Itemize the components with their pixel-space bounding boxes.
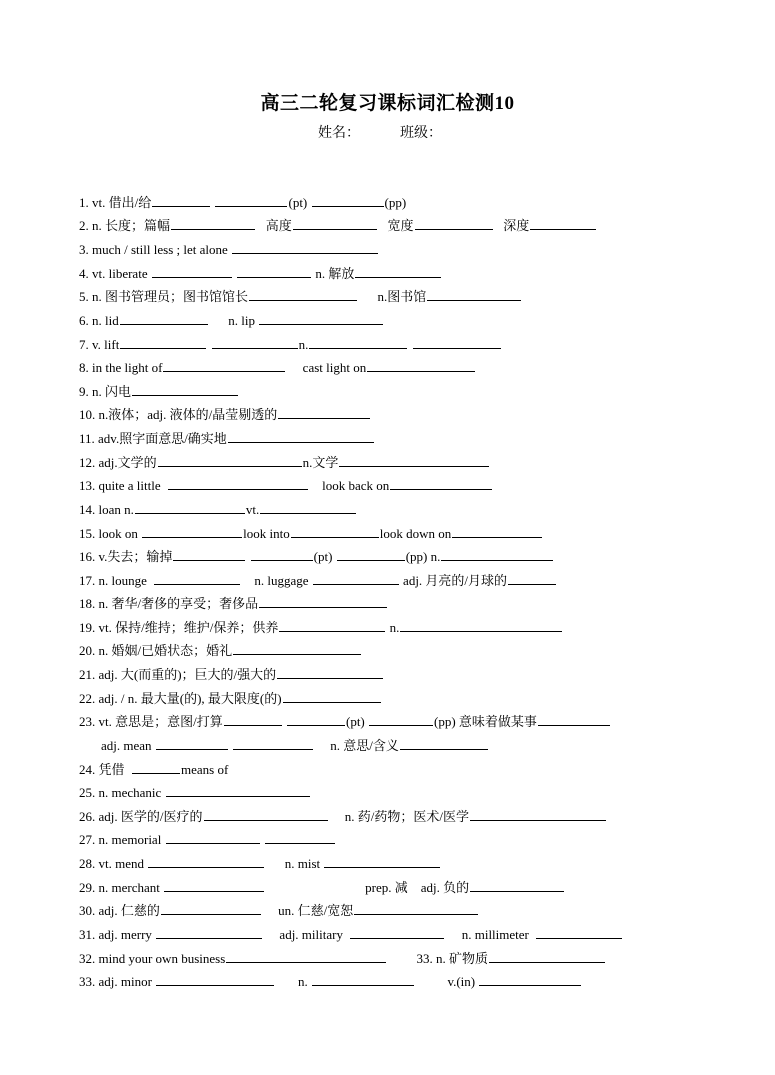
name-label: 姓名： [318, 126, 360, 141]
blank[interactable] [259, 595, 387, 608]
item-17: 17. n. lounge n. luggage adj. 月亮的/月球的 [79, 572, 557, 589]
blank[interactable] [215, 194, 287, 207]
blank[interactable] [171, 217, 255, 230]
item-20: 20. n. 婚姻/已婚状态；婚礼 [79, 642, 362, 659]
blank[interactable] [228, 430, 374, 443]
item-21: 21. adj. 大(而重的)；巨大的/强大的 [79, 666, 384, 683]
item-7: 7. v. lift n. [79, 336, 502, 353]
blank[interactable] [173, 548, 245, 561]
blank[interactable] [156, 973, 274, 986]
blank[interactable] [354, 902, 478, 915]
item-29: 29. n. merchant prep. 减 adj. 负的 [79, 879, 565, 896]
blank[interactable] [283, 690, 381, 703]
item-31: 31. adj. merry adj. military n. millimeter [79, 926, 623, 943]
item-18: 18. n. 奢华/奢侈的享受；奢侈品 [79, 595, 388, 612]
blank[interactable] [156, 737, 228, 750]
blank[interactable] [233, 642, 361, 655]
item-16: 16. v.失去；输掉 (pt) (pp) n. [79, 548, 554, 565]
item-8: 8. in the light of cast light on [79, 359, 476, 376]
blank[interactable] [470, 879, 564, 892]
blank[interactable] [265, 831, 335, 844]
blank[interactable] [260, 501, 356, 514]
item-9: 9. n. 闪电 [79, 383, 239, 400]
blank[interactable] [249, 288, 357, 301]
item-23-cont: adj. mean n. 意思/含义 [101, 737, 489, 754]
blank[interactable] [312, 973, 414, 986]
blank[interactable] [400, 737, 488, 750]
item-10: 10. n.液体；adj. 液体的/晶莹剔透的 [79, 406, 371, 423]
item-13: 13. quite a little look back on [79, 477, 493, 494]
blank[interactable] [163, 359, 285, 372]
blank[interactable] [413, 336, 501, 349]
blank[interactable] [313, 572, 399, 585]
blank[interactable] [277, 666, 383, 679]
blank[interactable] [152, 194, 210, 207]
item-33: 33. adj. minor n. v.(in) [79, 973, 582, 990]
blank[interactable] [441, 548, 553, 561]
item-32: 32. mind your own business 33. n. 矿物质 [79, 950, 606, 967]
item-24: 24. 凭借 means of [79, 762, 229, 777]
blank[interactable] [369, 713, 433, 726]
blank[interactable] [508, 572, 556, 585]
blank[interactable] [166, 831, 260, 844]
blank[interactable] [400, 619, 562, 632]
blank[interactable] [390, 477, 492, 490]
blank[interactable] [164, 879, 264, 892]
blank[interactable] [212, 336, 298, 349]
item-5: 5. n. 图书管理员；图书馆馆长 n.图书馆 [79, 288, 522, 305]
blank[interactable] [156, 926, 262, 939]
blank[interactable] [287, 713, 345, 726]
blank[interactable] [355, 265, 441, 278]
item-6: 6. n. lid n. lip [79, 312, 384, 329]
blank[interactable] [132, 761, 180, 774]
blank[interactable] [120, 312, 208, 325]
blank[interactable] [148, 855, 264, 868]
blank[interactable] [489, 950, 605, 963]
blank[interactable] [158, 454, 302, 467]
item-25: 25. n. mechanic [79, 784, 311, 801]
item-15: 15. look on look into look down on [79, 525, 543, 542]
blank[interactable] [452, 525, 542, 538]
blank[interactable] [530, 217, 596, 230]
item-2: 2. n. 长度；篇幅 高度 宽度 深度 [79, 217, 597, 234]
blank[interactable] [232, 241, 378, 254]
blank[interactable] [324, 855, 440, 868]
blank[interactable] [168, 477, 308, 490]
blank[interactable] [166, 784, 310, 797]
item-14: 14. loan n. vt. [79, 501, 357, 518]
class-label: 班级： [400, 126, 442, 141]
blank[interactable] [427, 288, 521, 301]
blank[interactable] [132, 383, 238, 396]
item-11: 11. adv.照字面意思/确实地 [79, 430, 375, 447]
page-title: 高三二轮复习课标词汇检测10 [260, 93, 515, 114]
blank[interactable] [237, 265, 311, 278]
item-4: 4. vt. liberate n. 解放 [79, 265, 442, 282]
item-22: 22. adj. / n. 最大量(的), 最大限度(的) [79, 690, 382, 707]
blank[interactable] [470, 808, 606, 821]
blank[interactable] [226, 950, 386, 963]
blank[interactable] [479, 973, 581, 986]
blank[interactable] [367, 359, 475, 372]
blank[interactable] [224, 713, 282, 726]
item-12: 12. adj.文学的 n.文学 [79, 454, 490, 471]
blank[interactable] [233, 737, 313, 750]
blank[interactable] [293, 217, 377, 230]
item-30: 30. adj. 仁慈的 un. 仁慈/宽恕 [79, 902, 479, 919]
blank[interactable] [309, 336, 407, 349]
blank[interactable] [415, 217, 493, 230]
blank[interactable] [204, 808, 328, 821]
blank[interactable] [142, 525, 242, 538]
blank[interactable] [278, 406, 370, 419]
item-26: 26. adj. 医学的/医疗的 n. 药/药物；医术/医学 [79, 808, 607, 825]
item-27: 27. n. memorial [79, 831, 336, 848]
blank[interactable] [135, 501, 245, 514]
item-3: 3. much / still less ; let alone [79, 241, 379, 258]
blank[interactable] [154, 572, 240, 585]
blank[interactable] [259, 312, 383, 325]
blank[interactable] [152, 265, 232, 278]
blank[interactable] [339, 454, 489, 467]
blank[interactable] [279, 619, 385, 632]
blank[interactable] [312, 194, 384, 207]
blank[interactable] [291, 525, 379, 538]
item-23: 23. vt. 意思是；意图/打算 (pt) (pp) 意味着做某事 [79, 713, 611, 730]
blank[interactable] [536, 926, 622, 939]
blank[interactable] [251, 548, 313, 561]
blank[interactable] [538, 713, 610, 726]
blank[interactable] [350, 926, 444, 939]
blank[interactable] [120, 336, 206, 349]
blank[interactable] [337, 548, 405, 561]
item-1: 1. vt. 借出/给 (pt) (pp) [79, 195, 407, 210]
blank[interactable] [161, 902, 261, 915]
item-28: 28. vt. mend n. mist [79, 855, 441, 872]
item-19: 19. vt. 保持/维持；维护/保养；供养 n. [79, 619, 563, 636]
